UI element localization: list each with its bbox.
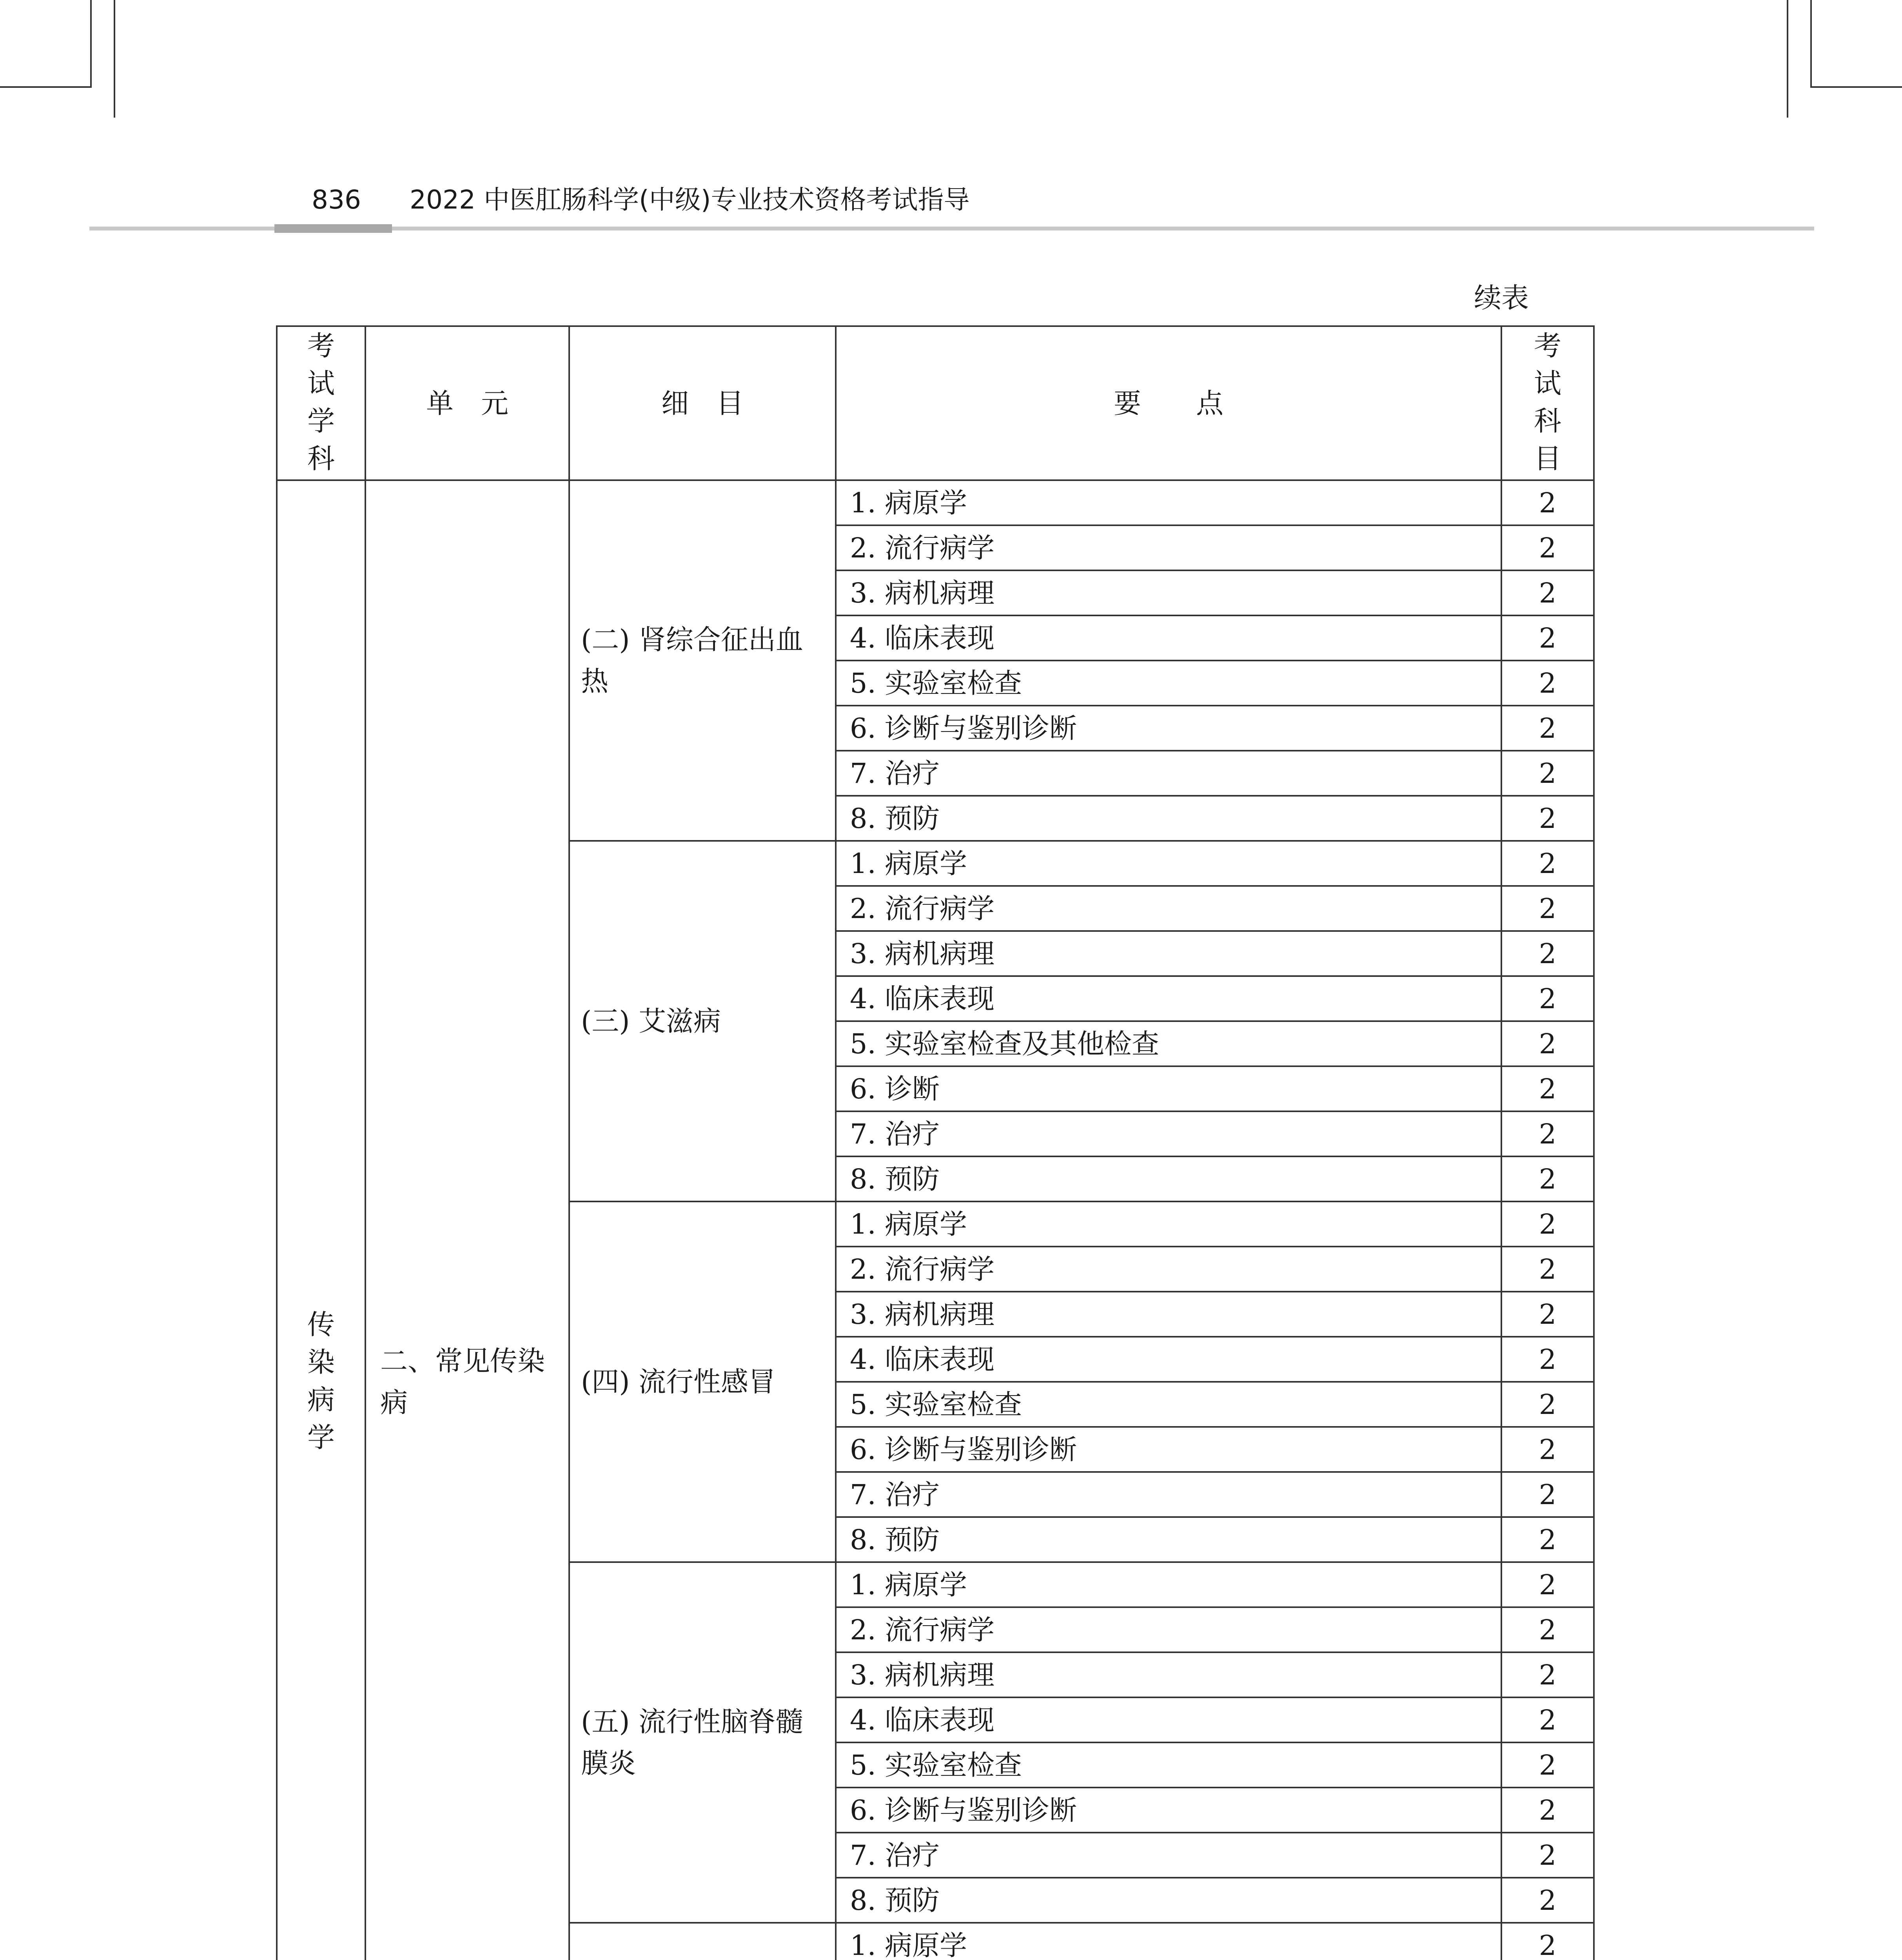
item-cell: (二) 肾综合征出血热	[569, 480, 836, 841]
level-cell: 2	[1501, 796, 1594, 841]
crop-mark	[114, 0, 115, 118]
level-cell: 2	[1501, 1607, 1594, 1652]
level-cell: 2	[1501, 1517, 1594, 1562]
item-cell: (三) 艾滋病	[569, 841, 836, 1201]
level-cell: 2	[1501, 1066, 1594, 1111]
point-cell: 1. 病原学	[836, 1923, 1501, 1960]
item-cell: (四) 流行性感冒	[569, 1201, 836, 1562]
level-cell: 2	[1501, 1788, 1594, 1833]
col-header-subject: 考试学科	[277, 326, 365, 480]
level-cell: 2	[1501, 931, 1594, 976]
level-cell: 2	[1501, 751, 1594, 796]
point-cell: 5. 实验室检查	[836, 1382, 1501, 1427]
point-cell: 7. 治疗	[836, 751, 1501, 796]
point-cell: 8. 预防	[836, 1517, 1501, 1562]
level-cell: 2	[1501, 1878, 1594, 1923]
level-cell: 2	[1501, 1427, 1594, 1472]
point-cell: 2. 流行病学	[836, 886, 1501, 931]
level-cell: 2	[1501, 615, 1594, 661]
crop-mark	[1810, 0, 1812, 88]
col-header-unit: 单 元	[365, 326, 569, 480]
point-cell: 4. 临床表现	[836, 1697, 1501, 1742]
point-cell: 3. 病机病理	[836, 1652, 1501, 1697]
point-cell: 1. 病原学	[836, 841, 1501, 886]
point-cell: 6. 诊断与鉴别诊断	[836, 1788, 1501, 1833]
level-cell: 2	[1501, 1697, 1594, 1742]
point-cell: 4. 临床表现	[836, 615, 1501, 661]
point-cell: 1. 病原学	[836, 1562, 1501, 1607]
level-cell: 2	[1501, 1111, 1594, 1156]
point-cell: 1. 病原学	[836, 480, 1501, 525]
point-cell: 6. 诊断与鉴别诊断	[836, 706, 1501, 751]
table-header-row	[277, 326, 1594, 480]
point-cell: 5. 实验室检查	[836, 1742, 1501, 1788]
level-cell: 2	[1501, 525, 1594, 570]
point-cell: 7. 治疗	[836, 1111, 1501, 1156]
point-cell: 6. 诊断与鉴别诊断	[836, 1427, 1501, 1472]
unit-cell: 二、常见传染病	[365, 480, 569, 1960]
level-cell: 2	[1501, 1247, 1594, 1292]
point-cell: 3. 病机病理	[836, 570, 1501, 615]
level-cell: 2	[1501, 1472, 1594, 1517]
point-cell: 5. 实验室检查及其他检查	[836, 1021, 1501, 1066]
level-cell: 2	[1501, 1382, 1594, 1427]
col-header-level: 考试科目	[1501, 326, 1594, 480]
level-cell: 2	[1501, 841, 1594, 886]
level-cell: 2	[1501, 1337, 1594, 1382]
level-cell: 2	[1501, 1562, 1594, 1607]
level-cell: 2	[1501, 706, 1594, 751]
crop-mark	[90, 0, 92, 88]
point-cell: 2. 流行病学	[836, 1247, 1501, 1292]
point-cell: 4. 临床表现	[836, 976, 1501, 1021]
level-cell: 2	[1501, 1201, 1594, 1247]
col-header-point: 要 点	[836, 326, 1501, 480]
table-row	[277, 480, 1594, 525]
crop-mark	[0, 86, 90, 88]
point-cell: 6. 诊断	[836, 1066, 1501, 1111]
crop-mark	[1810, 86, 1902, 88]
subject-cell: 传染病学	[277, 480, 365, 1960]
page-header	[0, 172, 1902, 235]
header-rule-accent	[274, 224, 392, 233]
point-cell: 5. 实验室检查	[836, 661, 1501, 706]
level-cell: 2	[1501, 1292, 1594, 1337]
point-cell: 7. 治疗	[836, 1472, 1501, 1517]
point-cell: 4. 临床表现	[836, 1337, 1501, 1382]
point-cell: 7. 治疗	[836, 1833, 1501, 1878]
point-cell: 8. 预防	[836, 1156, 1501, 1201]
point-cell: 2. 流行病学	[836, 525, 1501, 570]
level-cell: 2	[1501, 1652, 1594, 1697]
point-cell: 1. 病原学	[836, 1201, 1501, 1247]
level-cell: 2	[1501, 570, 1594, 615]
point-cell: 3. 病机病理	[836, 931, 1501, 976]
point-cell: 2. 流行病学	[836, 1607, 1501, 1652]
col-header-item: 细 目	[569, 326, 836, 480]
crop-mark	[1787, 0, 1788, 118]
level-cell: 2	[1501, 886, 1594, 931]
level-cell: 2	[1501, 1021, 1594, 1066]
level-cell: 2	[1501, 480, 1594, 525]
point-cell: 8. 预防	[836, 1878, 1501, 1923]
level-cell: 2	[1501, 1742, 1594, 1788]
level-cell: 2	[1501, 1156, 1594, 1201]
point-cell: 8. 预防	[836, 796, 1501, 841]
level-cell: 2	[1501, 661, 1594, 706]
level-cell: 2	[1501, 1833, 1594, 1878]
point-cell: 3. 病机病理	[836, 1292, 1501, 1337]
item-cell: (五) 流行性脑脊髓膜炎	[569, 1562, 836, 1923]
continued-label: 续表	[1474, 282, 1529, 314]
book-title: 2022 中医肛肠科学(中级)专业技术资格考试指导	[410, 185, 970, 215]
level-cell: 2	[1501, 976, 1594, 1021]
page-number: 836	[312, 185, 361, 215]
item-cell	[569, 1923, 836, 1960]
syllabus-table	[276, 325, 1595, 1960]
level-cell: 2	[1501, 1923, 1594, 1960]
